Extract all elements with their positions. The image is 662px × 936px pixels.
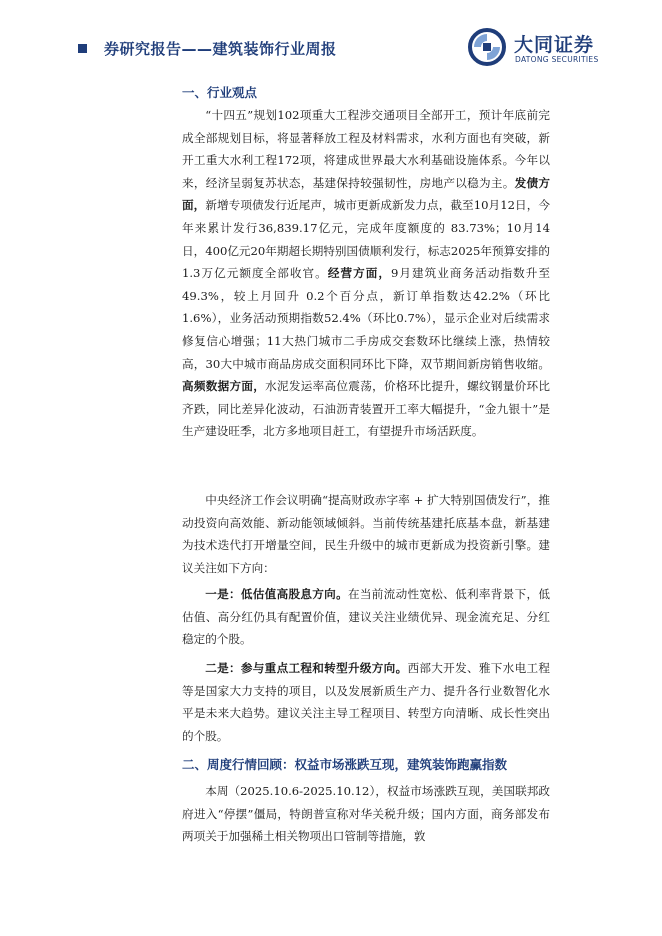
p1-bold-operations: 经营方面， [327,266,391,281]
header-marker-square [78,44,87,53]
direction-one-heading: 一是：低估值高股息方向。 [205,587,348,601]
brand-name-en: DATONG SECURITIES [515,55,599,64]
direction-two-text: 西部大开发、雅下水电工程等是国家大力支持的项目，以及发展新质生产力、提升各行业数智化水平是未来大趋势。建议关注主导工程项目、转型方向清晰、成长性突出的个股。 [182,661,550,743]
section-title-industry-view: 一、行业观点 [182,85,258,100]
paragraph-industry-overview [182,104,550,443]
datong-logo-icon [468,28,506,66]
brand-logo [468,28,618,70]
p1-text-2: 新增专项债发行近尾声，城市更新成新发力点，截至10月12日，今年来累计发行36,839.17亿元，完成年度额度的 83.73%；10月14日，400亿元20年期超长期特别国债顺利发行，标志2025年预算安排的1.3万亿元额度全部收官。 [182,198,550,281]
paragraph-direction-two [182,657,550,747]
paragraph-direction-one [182,583,550,651]
p1-text-1: “十四五”规划102项重大工程涉交通项目全部开工，预计年底前完成全部规划目标，将显著释放工程及材料需求，水利方面也有突破，新开工重大水利工程172项，将建成世界最大水利基础设施体系。今年以来，经济呈弱复苏状态，基建保持较强韧性，房地产以稳为主。 [182,108,550,190]
page-header [0,0,662,70]
paragraph-weekly-market: 本周（2025.10.6-2025.10.12），权益市场涨跌互现，美国联邦政府进入“停摆”僵局，特朗普宣称对华关税升级；国内方面，商务部发布两项关于加强稀土相关物项出口管制等措施，敦 [182,784,550,844]
direction-one-text: 在当前流动性宽松、低利率背景下，低估值、高分红仍具有配置价值，建议关注业绩优异、现金流充足、分红稳定的个股。 [182,587,550,647]
section-title-weekly-review: 二、周度行情回顾：权益市场涨跌互现，建筑装饰跑赢指数 [182,757,508,772]
p1-bold-high-frequency: 高频数据方面， [182,379,266,394]
brand-name-cn: 大同证券 [514,34,595,56]
p1-text-3: 9月建筑业商务活动指数升至49.3%，较上月回升 0.2个百分点，新订单指数达42.2%（环比1.6%），业务活动预期指数52.4%（环比0.7%），显示企业对后续需求修复信心增强；11大热门城市二手房成交套数环比继续上涨，热情较高，30大中城市商品房成交面积同环比下降，双节期间新房销售收缩。 [182,266,550,371]
report-header-title: 券研究报告——建筑装饰行业周报 [104,40,337,58]
p1-bold-bond-issuance: 发债方面， [182,175,550,213]
p1-text-4: 水泥发运率高位震荡，价格环比提升，螺纹钢量价环比齐跌，同比差异化波动，石油沥青装置开工率大幅提升，“金九银十”是生产建设旺季，北方多地项目赶工，有望提升市场活跃度。 [182,379,550,439]
paragraph-policy-direction: 中央经济工作会议明确“提高财政赤字率 + 扩大特别国债发行”，推动投资向高效能、新动能领域倾斜。当前传统基建托底基本盘，新基建为技术迭代打开增量空间，民生升级中的城市更新成为投资新引擎。建议关注如下方向： [182,493,550,575]
direction-two-heading: 二是：参与重点工程和转型升级方向。 [205,661,408,675]
